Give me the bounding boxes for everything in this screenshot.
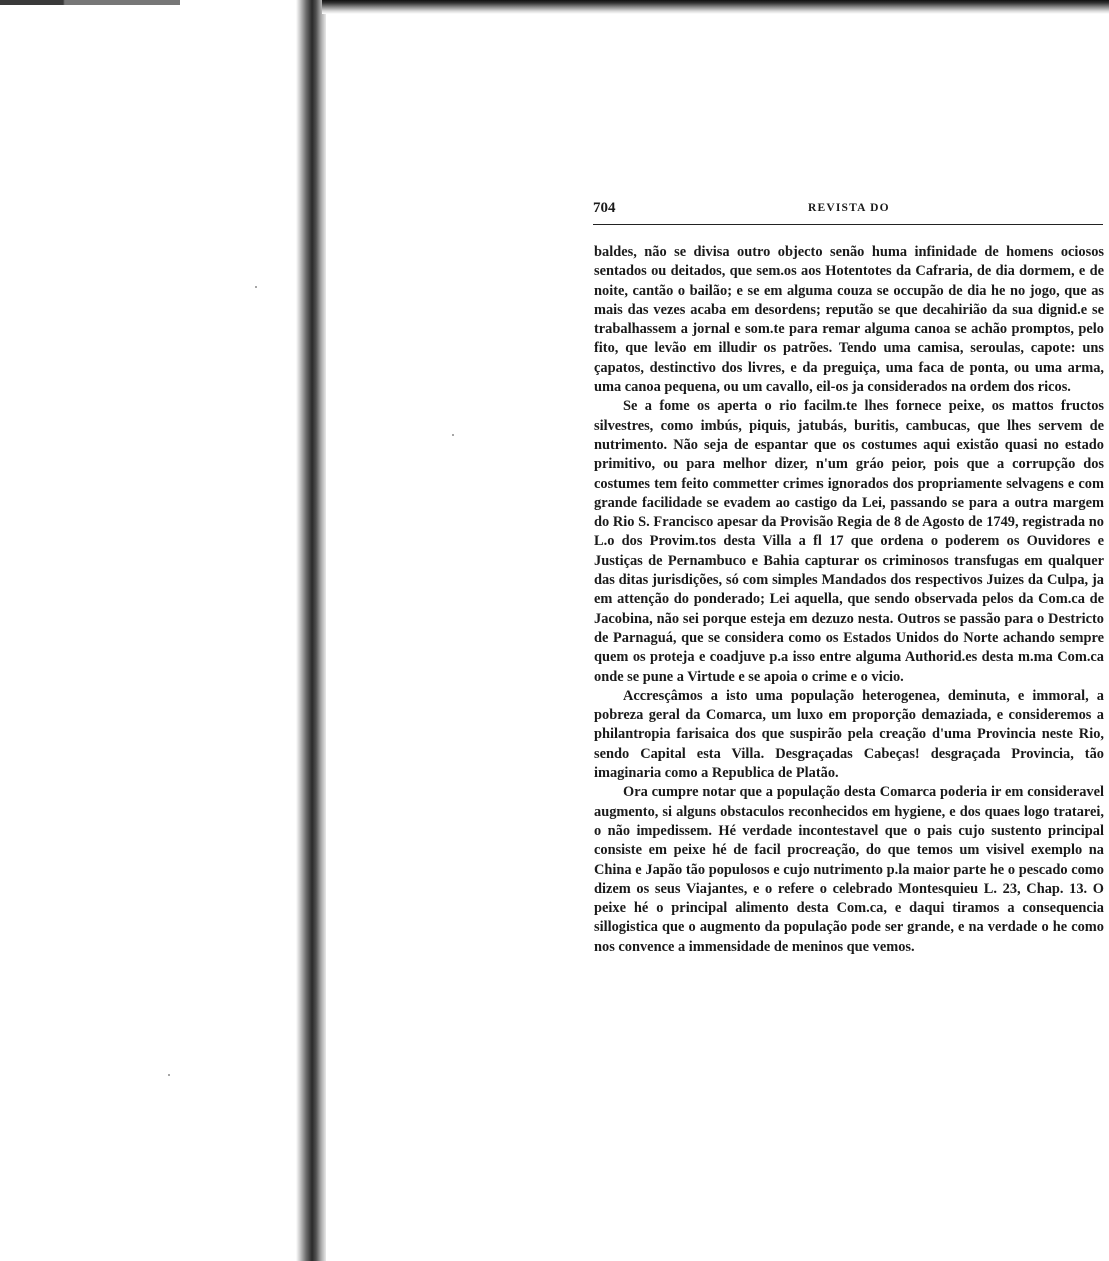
page-body [594, 243, 1104, 957]
paragraph: Ora cumpre notar que a população desta Comarca poderia ir em consideravel augmento, si alguns obstaculos reconhecidos em hygiene, e dos quaes logo tratarei, o não impedissem. Hé verdade incontestavel que o pais cujo sustento principal consiste em peixe hé de facil procreação, do que temos um visivel exemplo na China e Japão tão populosos e cujo nutrimento p.la maior parte he o pescado como dizem os seus Viajantes, e o refere o celebrado Montesquieu L. 23, Chap. 13. O peixe hé o principal alimento desta Com.ca, e daqui tiramos a consequencia sillogistica que o augmento da população pode ser grande, e na verdade o he como nos convence a immensidade de meninos que vemos. [594, 784, 1104, 955]
page-top-edge-shadow [322, 0, 1109, 14]
running-head: REVISTA DO [808, 202, 890, 214]
scan-speck [452, 434, 454, 436]
paragraph: Accresçâmos a isto uma população heterogenea, deminuta, e immoral, a pobreza geral da Comarca, um luxo em proporção demaziada, e consideremos a philantropia farisaica dos que suspirão pela creação d'uma Provincia neste Rio, sendo Capital esta Villa. Desgraçadas Cabeças! desgraçada Provincia, tão imaginaria como a Republica de Platão. [594, 687, 1104, 782]
scan-speck [168, 1074, 170, 1076]
paragraph: Se a fome os aperta o rio facilm.te lhes fornece peixe, os mattos fructos silvestres, como imbús, piquis, jatubás, buritis, cambucas, que lhes servem de nutrimento. Não seja de espantar que os costumes aqui existão quasi no estado primitivo, ou para melhor dizer, n'um gráo peior, pois que a corrupção dos costumes tem feito commetter crimes ignorados dos propriamente selvagens e com grande facilidade se evadem ao castigo da Lei, passando se para a outra margem do Rio S. Francisco apesar da Provisão Regia de 8 de Agosto de 1749, registrada no L.o dos Provim.tos desta Villa a fl 17 que ordena o poderem os Ouvidores e Justiças de Pernambuco e Bahia capturar os criminosos transfugas em qualquer das ditas jurisdições, só com simples Mandados dos respectivos Juizes da Culpa, ja em attenção do ponderado; Lei aquella, que sendo observada pelos da Com.ca de Jacobina, não sei porque esteja em dezuzo nesta. Outros se passão para o Destricto de Parnaguá, que se considera como os Estados Unidos do Norte achando sempre quem os proteja e coadjuve p.a isso entre alguma Authorid.es desta m.ma Com.ca onde se pune a Virtude e se apoia o crime e o vicio. [594, 398, 1104, 685]
header-rule [593, 224, 1103, 225]
scan-edge-strip [0, 0, 180, 5]
page-number: 704 [593, 200, 616, 216]
paragraph-continuation: baldes, não se divisa outro objecto senão huma infinidade de homens ociosos sentados ou deitados, que sem.os aos Hotentotes da Cafraria, de dia dormem, e de noite, cantão o bailão; e se em alguma couza se occupão de dia he no jogo, que as mais das vezes acaba em desordens; reputão se que decahirião da sua dignid.e se trabalhassem a jornal e som.te para remar alguma canoa se achão promptos, pelo fito, que levão em illudir os patrões. Tendo uma camisa, seroulas, capote: uns çapatos, destinctivo dos livres, e da preguiça, uma faca de ponta, ou uma arma, uma canoa pequena, ou um cavallo, eil-os ja considerados na ordem dos ricos. [594, 244, 1104, 396]
book-spine-shadow [296, 0, 326, 1261]
scan-speck [255, 286, 257, 288]
page-header [593, 200, 1103, 220]
